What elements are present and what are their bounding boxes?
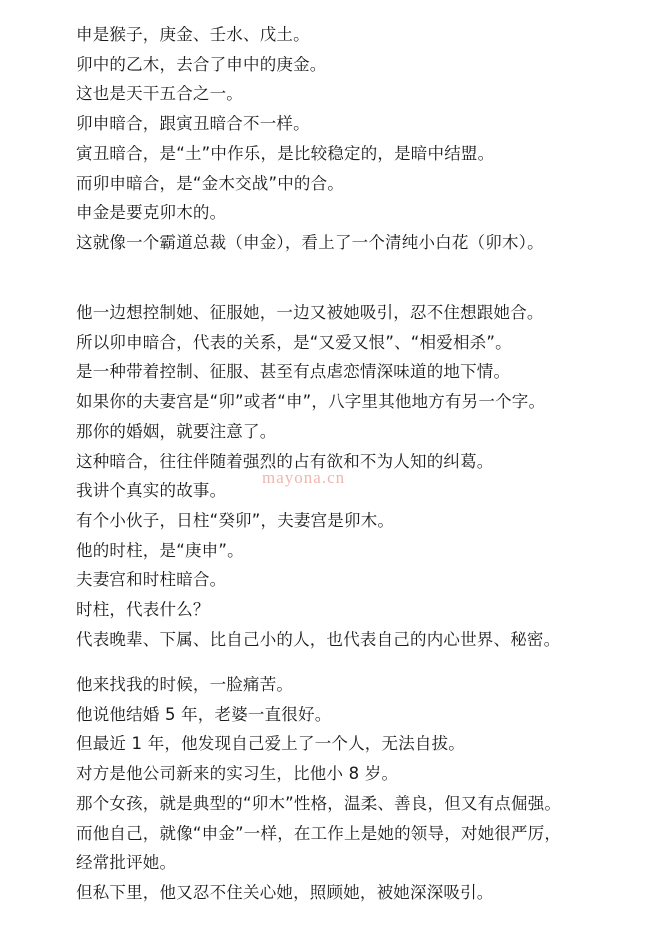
- text-line: 如果你的夫妻宫是“卯”或者“申”，八字里其他地方有另一个字。: [76, 392, 546, 412]
- text-line: 他说他结婚 5 年，老婆一直很好。: [76, 704, 332, 724]
- text-line: 夫妻宫和时柱暗合。: [76, 570, 227, 590]
- text-line: 但最近 1 年，他发现自己爱上了一个人，无法自拔。: [76, 734, 465, 754]
- text-line: 申金是要克卯木的。: [76, 203, 227, 223]
- text-line: 有个小伙子，日柱“癸卯”，夫妻宫是卯木。: [76, 510, 395, 530]
- text-line: 我讲个真实的故事。: [76, 481, 227, 501]
- text-line: 这就像一个霸道总裁（申金），看上了一个清纯小白花（卯木）。: [76, 232, 544, 252]
- paragraph-3: [76, 670, 636, 908]
- text-line: 他一边想控制她、征服她，一边又被她吸引，忍不住想跟她合。: [76, 303, 544, 322]
- text-line: 而他自己，就像“申金”一样，在工作上是她的领导，对她很严厉，: [76, 823, 562, 843]
- text-line: 是一种带着控制、征服、甚至有点虐恋情深味道的地下情。: [76, 362, 511, 382]
- paragraph-1: [76, 20, 636, 258]
- text-line: 申是猴子，庚金、壬水、戊土。: [76, 25, 310, 44]
- text-line: 他来找我的时候，一脸痛苦。: [76, 675, 294, 694]
- text-line: 这种暗合，往往伴随着强烈的占有欲和不为人知的纠葛。: [76, 451, 494, 471]
- text-line: 卯申暗合，跟寅丑暗合不一样。: [76, 114, 310, 134]
- text-line: 那你的婚姻，就要注意了。: [76, 421, 277, 441]
- text-line: 代表晚辈、下属、比自己小的人，也代表自己的内心世界、秘密。: [76, 629, 561, 649]
- text-line: 这也是天干五合之一。: [76, 84, 243, 104]
- text-line: 而卯申暗合，是“金木交战”中的合。: [76, 173, 344, 193]
- paragraph-2: [76, 298, 636, 654]
- text-line: 经常批评她。: [76, 853, 177, 873]
- text-line: 寅丑暗合，是“土”中作乐，是比较稳定的，是暗中结盟。: [76, 143, 495, 163]
- text-line: 那个女孩，就是典型的“卯木”性格，温柔、善良，但又有点倔强。: [76, 793, 562, 813]
- text-line: 他的时柱，是“庚申”。: [76, 540, 244, 560]
- text-line: 对方是他公司新来的实习生，比他小 8 岁。: [76, 764, 399, 784]
- text-line: 卯中的乙木，去合了申中的庚金。: [76, 54, 327, 74]
- text-line: 时柱，代表什么？: [76, 600, 210, 620]
- text-line: 所以卯申暗合，代表的关系，是“又爱又恨”、“相爱相杀”。: [76, 332, 512, 352]
- text-line: 但私下里，他又忍不住关心她，照顾她，被她深深吸引。: [76, 882, 494, 902]
- watermark: mayona.cn: [262, 468, 346, 487]
